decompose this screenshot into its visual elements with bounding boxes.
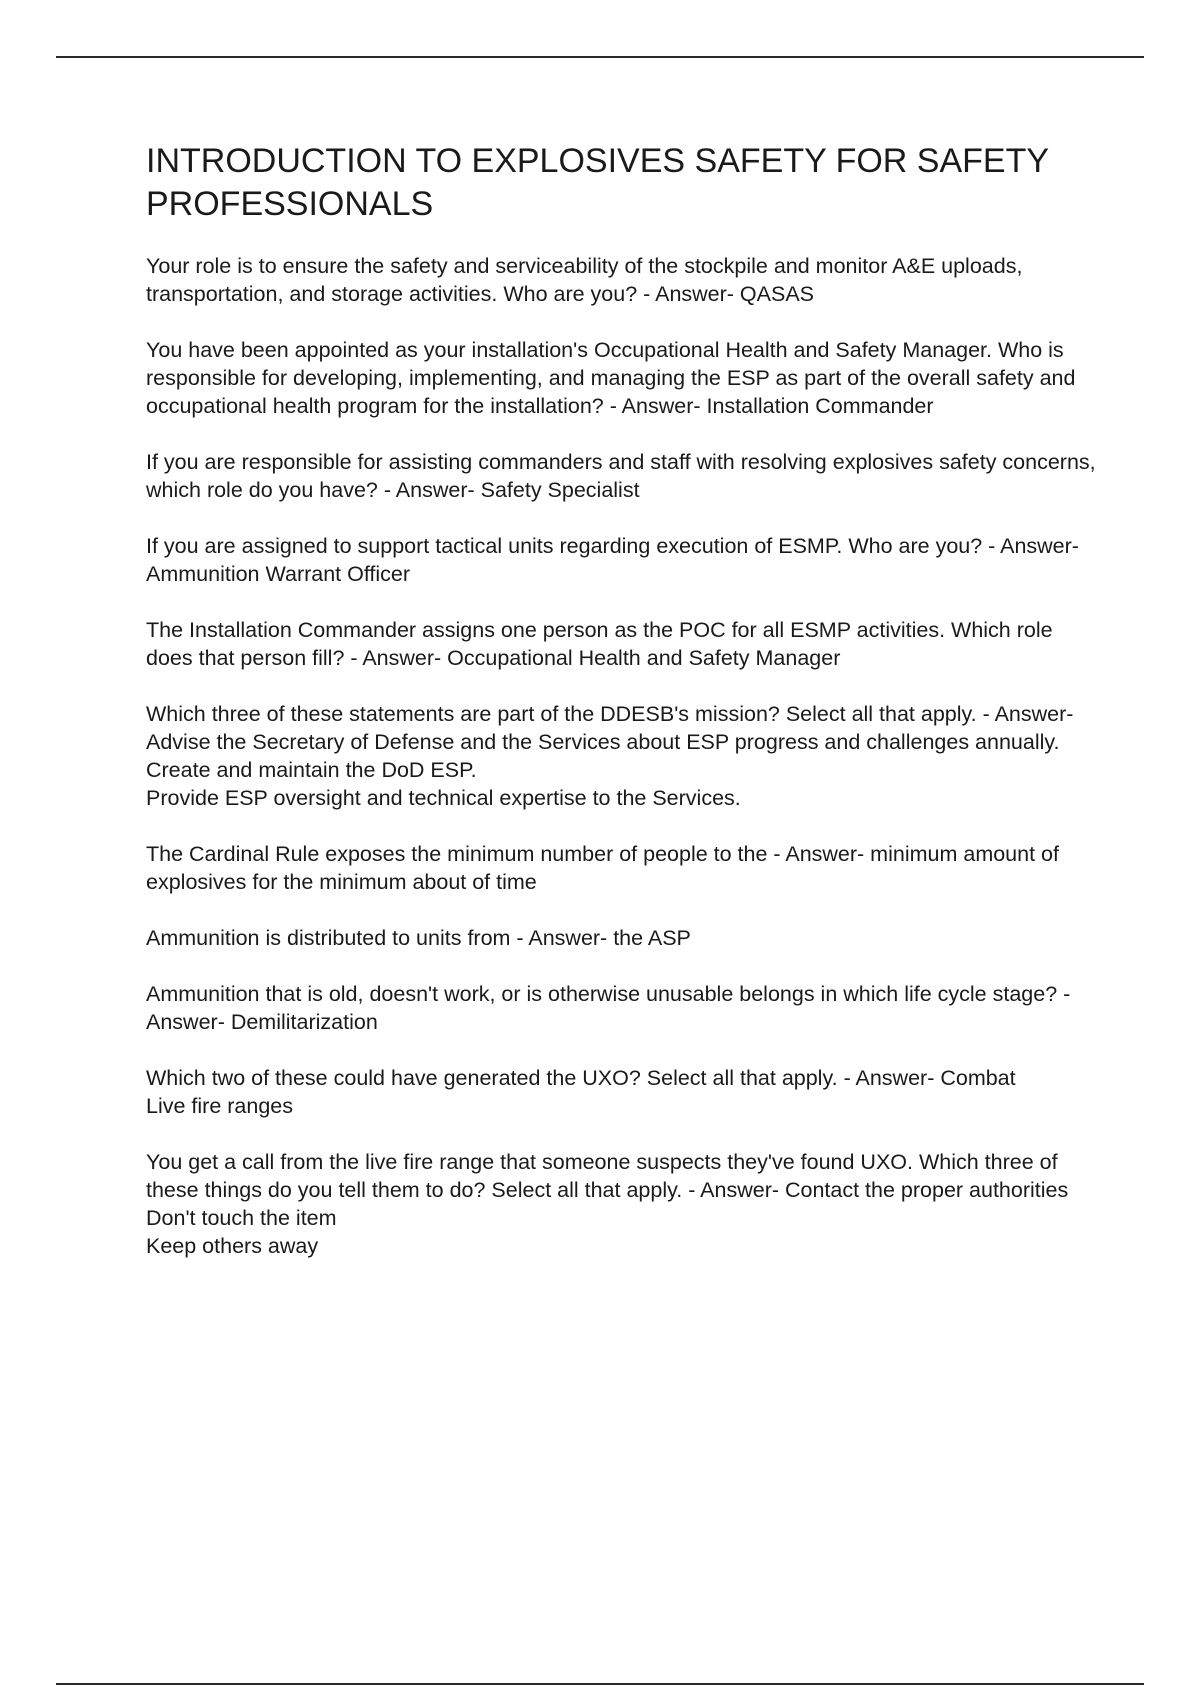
qa-answer-line: Provide ESP oversight and technical expertise to the Services. — [146, 786, 741, 810]
qa-entry — [146, 336, 1096, 420]
qa-text: Ammunition that is old, doesn't work, or is otherwise unusable belongs in which life cycle stage? - Answer- Demilitarization — [146, 982, 1071, 1034]
qa-entry — [146, 1148, 1096, 1260]
qa-entry — [146, 700, 1096, 812]
qa-text: If you are responsible for assisting commanders and staff with resolving explosives safety concerns, which role do you have? - Answer- Safety Specialist — [146, 450, 1096, 502]
qa-entry — [146, 252, 1096, 308]
qa-answer-line: Live fire ranges — [146, 1094, 293, 1118]
qa-text: The Installation Commander assigns one person as the POC for all ESMP activities. Which role does that person fill? - Answer- Occupational Health and Safety Manager — [146, 618, 1053, 670]
footer-rule — [56, 1683, 1144, 1685]
qa-entry — [146, 448, 1096, 504]
qa-text: Your role is to ensure the safety and serviceability of the stockpile and monitor A&E uploads, transportation, and storage activities. Who are you? - Answer- QASAS — [146, 254, 1023, 306]
qa-answer-line: Create and maintain the DoD ESP. — [146, 758, 477, 782]
document-title: INTRODUCTION TO EXPLOSIVES SAFETY FOR SAFETY PROFESSIONALS — [146, 142, 1049, 223]
qa-entry — [146, 532, 1096, 588]
qa-text: Ammunition is distributed to units from - Answer- the ASP — [146, 926, 691, 950]
qa-text: If you are assigned to support tactical units regarding execution of ESMP. Who are you? - Answer- Ammunition Warrant Officer — [146, 534, 1079, 586]
qa-answer-line: Don't touch the item — [146, 1206, 337, 1230]
header-rule — [56, 56, 1144, 58]
qa-entry — [146, 840, 1096, 896]
qa-entry — [146, 1064, 1096, 1120]
qa-text: Which two of these could have generated the UXO? Select all that apply. - Answer- Combat — [146, 1066, 1016, 1090]
qa-list — [146, 252, 1096, 1260]
qa-entry — [146, 616, 1096, 672]
qa-entry — [146, 980, 1096, 1036]
qa-text: Which three of these statements are part of the DDESB's mission? Select all that apply. - Answer- Advise the Secretary of Defense and the Services about ESP progress and challenges annually. — [146, 702, 1074, 754]
qa-entry — [146, 924, 1096, 952]
qa-text: You have been appointed as your installation's Occupational Health and Safety Manager. Who is responsible for developing, implementing, and managing the ESP as part of the overall safety and occupational health program for the installation? - Answer- Installation Commander — [146, 338, 1076, 418]
qa-text: You get a call from the live fire range that someone suspects they've found UXO. Which three of these things do you tell them to do? Select all that apply. - Answer- Contact the proper authorities — [146, 1150, 1069, 1202]
qa-text: The Cardinal Rule exposes the minimum number of people to the - Answer- minimum amount of explosives for the minimum about of time — [146, 842, 1059, 894]
qa-answer-line: Keep others away — [146, 1234, 319, 1258]
document-body — [146, 140, 1096, 1288]
